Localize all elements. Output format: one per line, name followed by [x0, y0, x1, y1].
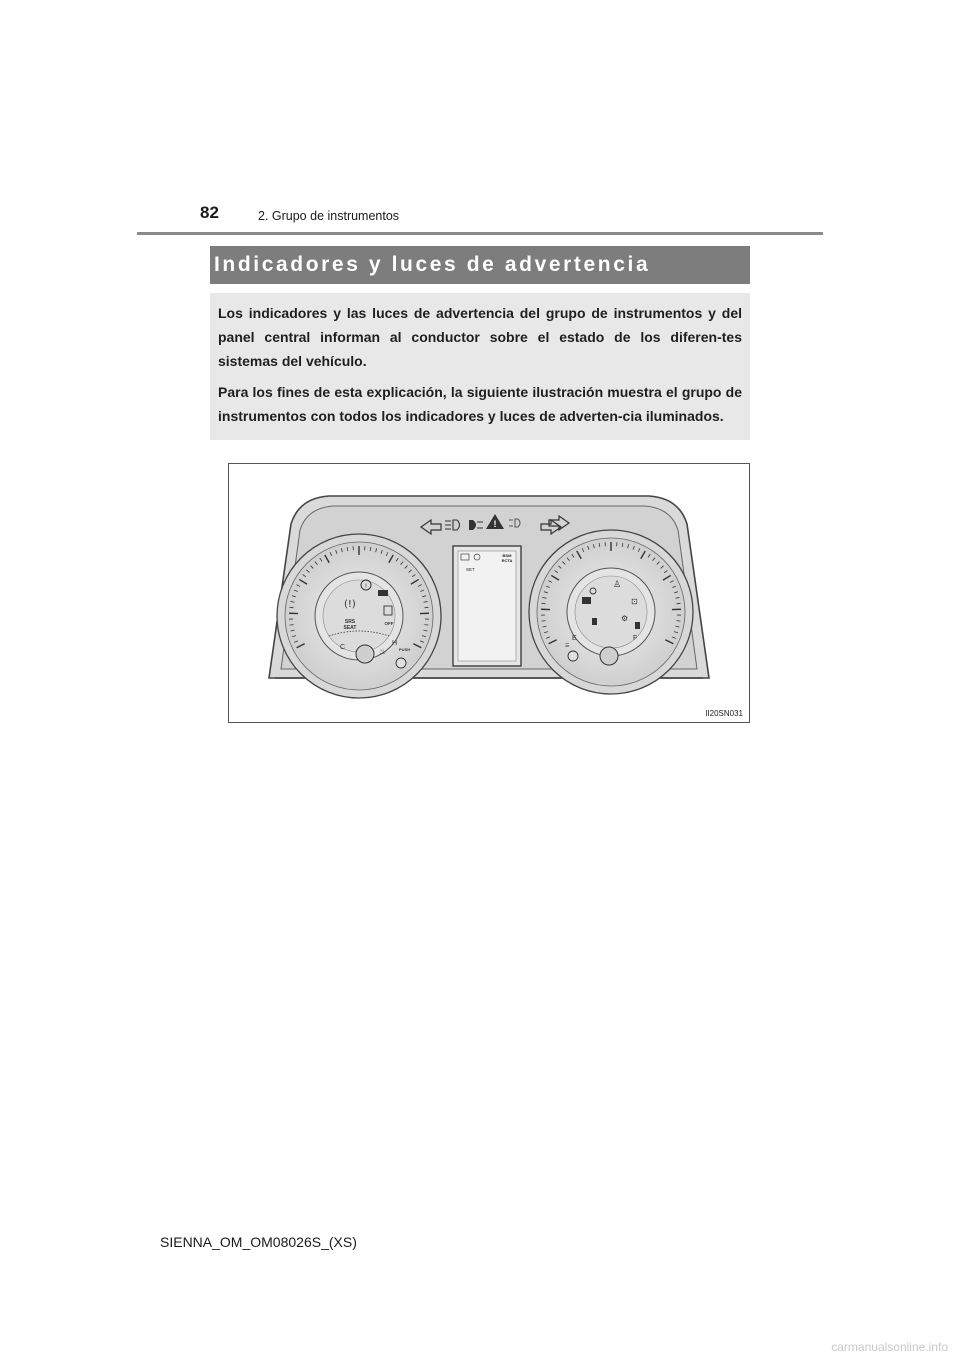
section-heading-text: Indicadores y luces de advertencia [214, 253, 651, 276]
engine-temp-icon: ♨ [379, 647, 387, 656]
push-label: PUSH [399, 647, 411, 652]
gauge-tick [424, 625, 428, 626]
speedometer-gauge [277, 534, 441, 698]
trip-knob [396, 658, 406, 668]
svg-text:!: ! [493, 519, 497, 529]
intro-paragraph-1: Los indicadores y las luces de advertencia del grupo de instrumentos y del panel central informan al conductor sobre el estado de los diferen-tes sistemas del vehículo. [218, 305, 742, 369]
dimmer-knob [568, 651, 578, 661]
bsm-label: BSM [502, 553, 512, 558]
header-rule [137, 232, 823, 235]
page-number: 82 [200, 203, 219, 222]
srs-label: SRS [344, 619, 356, 625]
seatbelt-warning-icon: ♙ [613, 580, 622, 590]
gauge-tick [676, 621, 680, 622]
fuel-low-icon [635, 622, 640, 629]
defog-icon: ☰ [565, 643, 570, 649]
section-title: 2. Grupo de instrumentos [258, 209, 400, 223]
svg-text:!: ! [365, 584, 367, 590]
fuel-empty-label: E [572, 635, 577, 642]
speedometer-hub [356, 645, 374, 663]
gauge-tick [290, 625, 294, 626]
figure-code: II20SN031 [705, 709, 743, 718]
intro-box [210, 293, 750, 440]
temp-cold-label: C [340, 644, 346, 651]
footer-document-code: SIENNA_OM_OM08026S_(XS) [160, 1234, 357, 1250]
seat-label: SEAT [343, 625, 357, 631]
tire-pressure-warning-icon: (!) [344, 599, 356, 610]
instrument-cluster-illustration [229, 464, 749, 722]
section-heading [210, 246, 750, 284]
rcta-label: RCTA [501, 558, 513, 563]
set-label: SET [466, 567, 475, 572]
charging-warning-icon: ⊡ [631, 597, 638, 606]
tachometer-gauge [529, 530, 693, 694]
watermark: carmanualsonline.info [831, 1340, 948, 1354]
fuel-full-label: F [633, 635, 638, 642]
slip-off-label: OFF [384, 621, 394, 626]
instrument-cluster-figure [228, 463, 750, 723]
fuel-gauge-icon [592, 618, 597, 625]
intro-paragraph-2: Para los fines de esta explicación, la siguiente ilustración muestra el grupo de instrumentos con todos los indicadores y luces de adverten-cia iluminados. [218, 384, 742, 424]
check-engine-icon: ⚙ [621, 614, 629, 623]
tachometer-hub [600, 647, 618, 665]
door-open-icon [582, 597, 591, 604]
abs-warning-icon [378, 590, 388, 596]
gauge-tick [542, 621, 546, 622]
temp-hot-label: H [392, 640, 398, 647]
